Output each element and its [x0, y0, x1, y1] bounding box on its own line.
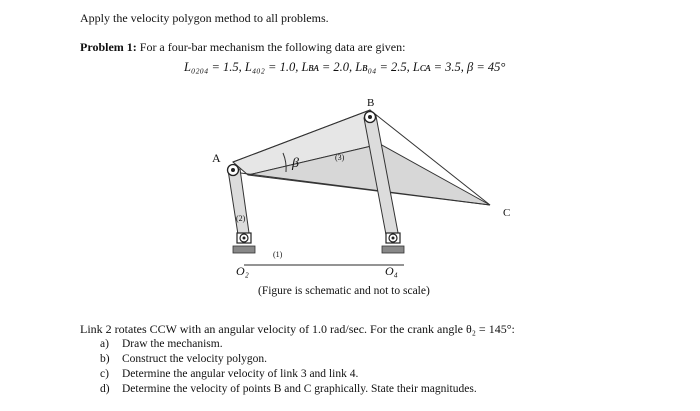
problem-text: For a four-bar mechanism the following data are given: — [139, 40, 406, 54]
label-beta: β — [292, 156, 299, 171]
task-label: c) — [100, 368, 109, 380]
task-text: Draw the mechanism. — [122, 338, 223, 350]
task-text: Determine the angular velocity of link 3 and link 4. — [122, 368, 359, 380]
label-B: B — [367, 97, 375, 109]
heading: Apply the velocity polygon method to all problems. — [80, 11, 329, 25]
task-label: a) — [100, 338, 109, 350]
label-A: A — [212, 151, 221, 165]
label-C: C — [503, 207, 511, 219]
ground-pivot-O4 — [382, 233, 404, 253]
label-link-3: (3) — [335, 153, 345, 162]
task-item — [100, 353, 267, 365]
task-item — [100, 338, 223, 350]
joint-A — [228, 165, 239, 176]
label-O4: O₄ — [385, 264, 398, 278]
task-item — [100, 383, 477, 395]
coupler-link-3 — [233, 110, 490, 205]
figure-caption: (Figure is schematic and not to scale) — [258, 285, 430, 297]
task-label: b) — [100, 353, 110, 365]
task-item — [100, 368, 358, 380]
task-text: Determine the velocity of points B and C graphically. State their magnitudes. — [122, 383, 477, 395]
task-text: Construct the velocity polygon. — [122, 353, 268, 365]
label-O2: O₂ — [236, 264, 249, 278]
ground-pivot-O2 — [233, 233, 255, 253]
link-statement: Link 2 rotates CCW with an angular velocity of 1.0 rad/sec. For the crank angle θ₂ = 145°: — [80, 322, 515, 336]
task-label: d) — [100, 383, 110, 395]
label-link-2: (2) — [236, 214, 246, 223]
joint-B — [365, 112, 376, 123]
label-link-1: (1) — [273, 250, 283, 259]
given-data: L₀₂₀₄ = 1.5, L₄₀₂ = 1.0, Lʙᴀ = 2.0, Lʙ₀₄ = 2.5, Lᴄᴀ = 3.5, β = 45° — [184, 60, 506, 74]
crank-link-2 — [228, 169, 250, 241]
problem-label: Problem 1: — [80, 40, 137, 54]
